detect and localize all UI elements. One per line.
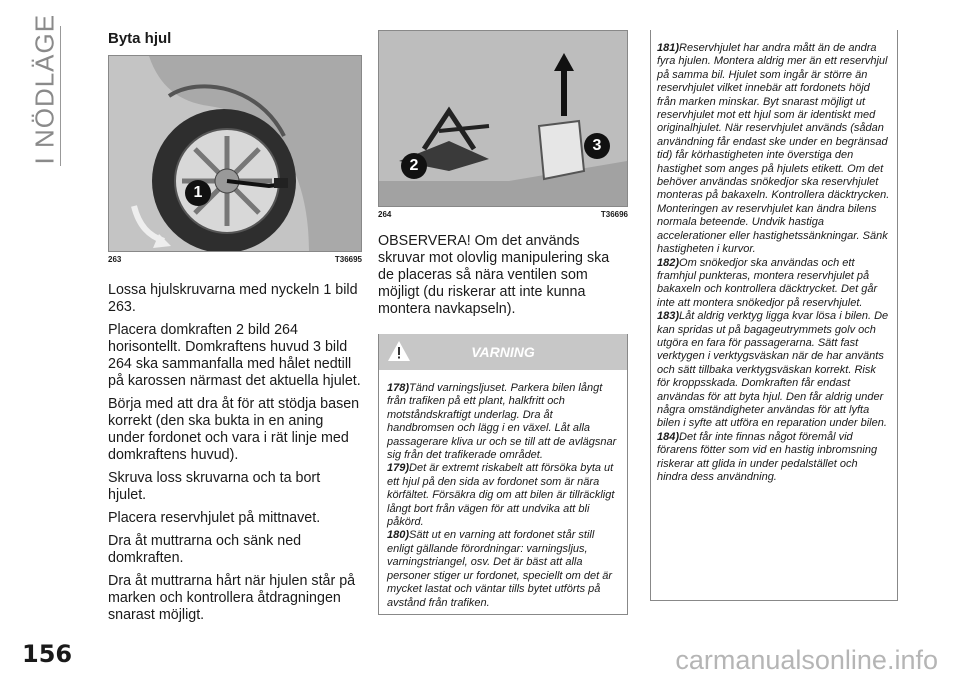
callout-1: 1 [185,180,211,206]
warning-item [387,382,619,462]
paragraph: Dra åt muttrarna och sänk ned domkraften. [108,533,302,566]
side-tab-divider [60,26,61,166]
column-middle [378,30,628,615]
warning-item [387,529,619,609]
section-title: I NÖDLÄGE [29,13,60,165]
paragraph: Placera domkraften 2 bild 264 horisontellt. Domkraftens huvud 3 bild 264 ska sammanfalla med hålet nedtill på karossen närmast det aktuella hjulet. [108,322,361,389]
warning-item [657,431,891,485]
section-heading: Byta hjul [108,30,172,47]
warning-continued-box [650,30,898,601]
warning-number: 182) [657,256,680,269]
warning-number: 178) [387,382,410,394]
callout-2: 2 [401,153,427,179]
warning-number: 180) [387,529,410,542]
warning-text: Tänd varningsljuset. Parkera bilen långt från trafiken på ett plant, halkfritt och motståndskraftigt underlag. Dra åt handbromsen och lägg i en växel. Låt alla passagerare kliva ur och se till att de avlägsnar sig från det trafikerade området. [387,382,617,462]
warning-number: 181) [657,42,680,54]
warning-text: Reservhjulet har andra mått än de andra fyra hjulen. Montera aldrig mer än ett reservhjul på samma bil. Hjulet som ingår är större än reservhjulet vilket innebär att fordonets höjd från marken minskar. Byt snarast möjligt ut reservhjulet mot ett hjul som är identiskt med originalhjulet. När reservhjulet används (sådan användning får endast ske under en begränsad tid) får körhastigheten inte överstiga den hastighet som anges på hjulets etikett. Om det behöver användas snökedjor ska reservhjulet monteras på bakaxeln. Kontrollera däcktrycken. Monteringen av reservhjulet kan ändra bilens normala beteende. Undvik hastiga accelerationer eller hastighetssänkningar. Sänk hastigheten i kurvor. [657,42,890,256]
paragraph: Lossa hjulskruvarna med nyckeln 1 bild 263. [108,282,358,315]
wheel-illustration [109,56,361,251]
warning-title: VARNING [471,344,535,360]
warning-number: 179) [387,462,410,475]
warning-box [378,334,628,615]
column-right [650,30,898,601]
section-side-tab [22,13,62,168]
column-left [108,30,362,630]
figure-263-wheel-bolts [108,55,362,252]
jack-illustration [379,31,627,206]
figure-caption [108,255,362,264]
paragraph: Skruva loss skruvarna och ta bort hjulet. [108,470,321,503]
page-number: 156 [22,640,73,668]
figure-264-jack [378,30,628,207]
paragraph: Placera reservhjulet på mittnavet. [108,510,321,526]
warning-item [657,310,891,431]
paragraph: Dra åt muttrarna hårt när hjulen står på marken och kontrollera åtdragningen snarast möjligt. [108,573,356,623]
warning-text: Låt aldrig verktyg ligga kvar lösa i bilen. De kan spridas ut på bagageutrymmets golv och utgöra en fara för passagerarna. Sätt fast verktygen i verktygsväskan när de har använts och sätt tillbaka verktygsväskan korrekt. Risk för kroppsskada. Domkraften får endast användas för att byta hjul. Den får aldrig under några omständigheter användas för att lyfta bilen i syfte att utföra en reparation under bilen. [657,310,889,430]
callout-3: 3 [584,133,610,159]
warning-item [387,462,619,529]
warning-item [657,257,891,311]
warning-text: Sätt ut en varning att fordonet står still enligt gällande förordningar: varningsljus, varningstriangel, osv. Det är bäst att alla personer stiger ur fordonet, speciellt om det är mycket lastat och väntar tills bytet utförts på avstånd från trafiken. [387,529,613,609]
note-paragraph: OBSERVERA! Om det används skruvar mot olovlig manipulering ska de placeras så nära ventilen som möjligt (du riskerar att inte kunna montera navkapseln). [378,233,610,317]
warning-text: Det får inte finnas något föremål vid förarens fötter som vid en hastig inbromsning riskerar att glida in under pedalstället och hindra dess användning. [657,430,878,483]
figure-caption [378,210,628,219]
figure-number: 263 [108,255,122,264]
watermark: carmanualsonline.info [675,645,938,675]
warning-number: 184) [657,430,680,443]
figure-number: 264 [378,210,392,219]
figure-code: T36695 [334,255,362,264]
warning-text: Om snökedjor ska användas och ett framhjul punkteras, montera reservhjulet på bakaxeln och kontrollera däcktrycket. Det går inte att montera snökedjor på reservhjulet. [657,256,878,309]
figure-code: T36696 [600,210,628,219]
warning-header [379,334,627,370]
warning-text: Det är extremt riskabelt att försöka byta ut ett hjul på den sida av fordonet som är nära körfältet. Försäkra dig om att bilen är tillräckligt långt bort från vägen för att undvika att bli påkörd. [387,462,615,529]
paragraph: Börja med att dra åt för att stödja basen korrekt (den ska bukta in en aning under fordonet och vara i rät linje med domkraftens huvud). [108,396,360,463]
warning-item [657,42,891,257]
warning-number: 183) [657,310,680,323]
